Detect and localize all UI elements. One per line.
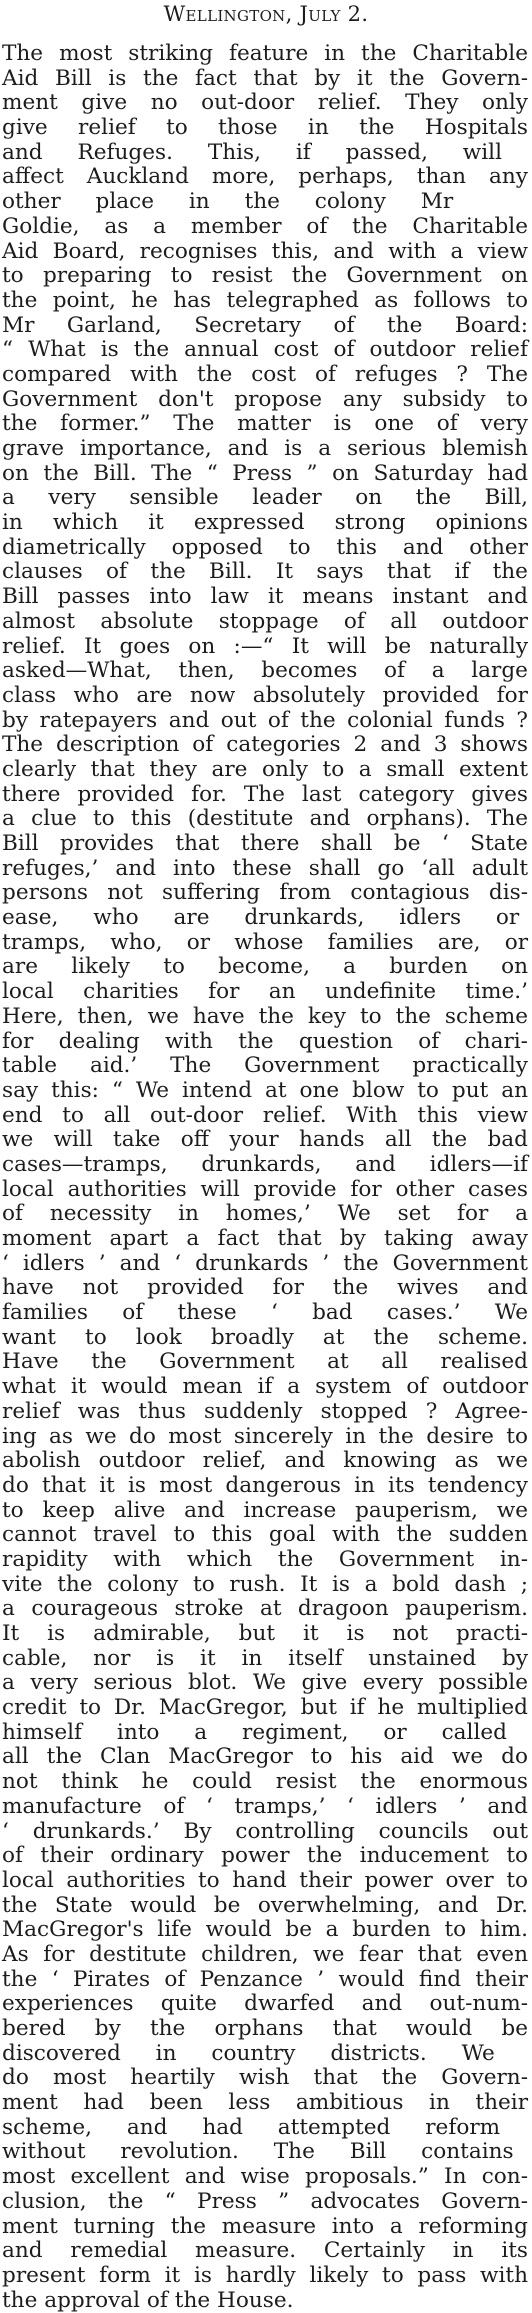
article-line: experiences quite dwarfed and out-num- [2,1992,528,2017]
article-line: cannot travel to this goal with the sudden [2,1523,529,1548]
article-line: for dealing with the question of chari- [2,1029,528,1054]
article-line: of their ordinary power the inducement to [2,1844,529,1869]
article-line: on the Bill. The “ Press ” on Saturday had [2,461,529,486]
article-line: vite the colony to rush. It is a bold dash ; [2,1572,529,1597]
article-line: tramps, who, or whose families are, or [2,930,529,955]
article-line: Mr Garland, Secretary of the Board: [2,313,528,338]
article-line: ment give no out-door relief. They only [2,91,529,116]
article-line: cable, nor is it in itself unstained by [2,1646,529,1671]
article-line: abolish outdoor relief, and knowing as we [2,1449,528,1474]
article-line: of necessity in homes,’ We set for a [2,1202,528,1227]
article-line: Here, then, we have the key to the scheme [2,1004,529,1029]
article-line: the State would be overwhelming, and Dr. [2,1893,528,1918]
article-line: the approval of the House. [2,2288,294,2313]
article-line: to preparing to resist the Government on [2,264,528,289]
article-line: give relief to those in the Hospitals [2,116,529,141]
article-line: Government don't propose any subsidy to [2,387,528,412]
article-line: diametrically opposed to this and other [2,535,528,560]
article-line: grave importance, and is a serious blemish [2,437,528,461]
article-line: by ratepayers and out of the colonial funds ? [2,708,528,733]
article-line: the former.” The matter is one of very [2,412,528,437]
article-line: almost absolute stoppage of all outdoor [2,609,528,634]
article-line: a very sensible leader on the Bill, [2,486,528,511]
article-line: ment turning the measure into a reforming [2,2214,528,2239]
article-line: clusion, the “ Press ” advocates Govern- [2,2189,529,2214]
article-line: himself into a regiment, or called [2,1720,507,1745]
article-line: we will take off your hands all the bad [2,1128,529,1153]
article-line: local charities for an undefinite time.’ [2,980,529,1005]
article-line: manufacture of ‘ tramps,’ ‘ idlers ’ and [2,1794,528,1819]
article-line: bered by the orphans that would be [2,2017,528,2041]
article-line: the ‘ Pirates of Penzance ’ would find their [2,1967,528,1992]
article-line: Goldie, as a member of the Charitable [2,214,528,239]
article-line: the point, he has telegraphed as follows to [2,288,528,313]
article-line: cases—tramps, drunkards, and idlers—if [2,1152,528,1177]
article-line: ing as we do most sincerely in the desire to [2,1424,528,1449]
article-line: “ What is the annual cost of outdoor relief [2,338,528,363]
article-line: The most striking feature in the Charitable [2,42,528,66]
article-line: end to all out-door relief. With this view [2,1103,528,1128]
article-line: families of these ‘ bad cases.’ We [2,1301,529,1326]
article-line: other place in the colony Mr [2,190,454,215]
article-line: MacGregor's life would be a burden to him. [2,1918,529,1943]
article-line: in which it expressed strong opinions [2,511,529,536]
article-line: The description of categories 2 and 3 shows [2,733,528,758]
article-line: to keep alive and increase pauperism, we [2,1498,528,1523]
article-line: and remedial measure. Certainly in its [2,2239,528,2264]
article-line: Aid Board, recognises this, and with a view [2,239,529,264]
article-line: without revolution. The Bill contains [2,2140,514,2165]
article-line: there provided for. The last category gives [2,782,528,807]
article-line: Aid Bill is the fact that by it the Govern- [2,66,529,91]
article-line: do most heartily wish that the Govern- [2,2066,529,2091]
article-line: not think he could resist the enormous [2,1770,528,1795]
article-line: asked—What, then, becomes of a large [2,659,528,684]
article-line: a very serious blot. We give every possible [2,1671,528,1696]
article-line: clauses of the Bill. It says that if the [2,560,528,585]
article-line: a courageous stroke at dragoon pauperism. [2,1597,528,1622]
article-line: persons not suffering from contagious dis- [2,881,528,906]
article-line: refuges,’ and into these shall go ‘all adult [2,856,528,881]
article-line: have not provided for the wives and [2,1276,528,1301]
article-line: ‘ idlers ’ and ‘ drunkards ’ the Government [2,1251,528,1276]
article-line: credit to Dr. MacGregor, but if he multiplied [2,1696,528,1721]
article-line: what it would mean if a system of outdoor [2,1375,529,1400]
article-line: As for destitute children, we fear that even [2,1942,528,1967]
article-body [0,42,532,2313]
article-line: Bill provides that there shall be ‘ State [2,832,528,856]
article-line: relief was thus suddenly stopped ? Agree- [2,1399,528,1424]
article-line: It is admirable, but it is not practi- [2,1622,529,1646]
article-line: local authorities to hand their power over to [2,1868,529,1893]
article-line: Bill passes into law it means instant and [2,585,529,610]
article-line: local authorities will provide for other cases [2,1177,528,1202]
article-line: relief. It goes on :—“ It will be naturally [2,634,529,659]
article-line: clearly that they are only to a small extent [2,757,528,782]
article-line: and Refuges. This, if passed, will [2,140,502,165]
article-line: are likely to become, a burden on [2,955,528,980]
article-line: say this: “ We intend at one blow to put an [2,1078,529,1103]
article-line: table aid.’ The Government practically [2,1054,528,1079]
dateline: Wellington, July 2. [163,2,369,26]
article-line: Have the Government at all realised [2,1350,528,1375]
article-line: all the Clan MacGregor to his aid we do [2,1745,528,1770]
article-line: do that it is most dangerous in its tendency [2,1473,529,1498]
article-line: a clue to this (destitute and orphans). The [2,807,529,832]
article-line: moment apart a fact that by taking away [2,1227,528,1251]
article-line: ‘ drunkards.’ By controlling councils out [2,1819,529,1844]
article-line: discovered in country districts. We [2,2041,495,2066]
article-line: ease, who are drunkards, idlers or [2,906,520,931]
article-line: ment had been less ambitious in their [2,2091,529,2116]
article-line: want to look broadly at the scheme. [2,1325,528,1350]
article-line: most excellent and wise proposals.” In con- [2,2165,528,2190]
article-line: affect Auckland more, perhaps, than any [2,165,528,190]
article-line: scheme, and had attempted reform [2,2115,501,2140]
article-line: class who are now absolutely provided for [2,683,528,708]
article-line: compared with the cost of refuges ? The [2,362,528,387]
article-line: present form it is hardly likely to pass with [2,2263,529,2288]
article-line: rapidity with which the Government in- [2,1547,528,1572]
